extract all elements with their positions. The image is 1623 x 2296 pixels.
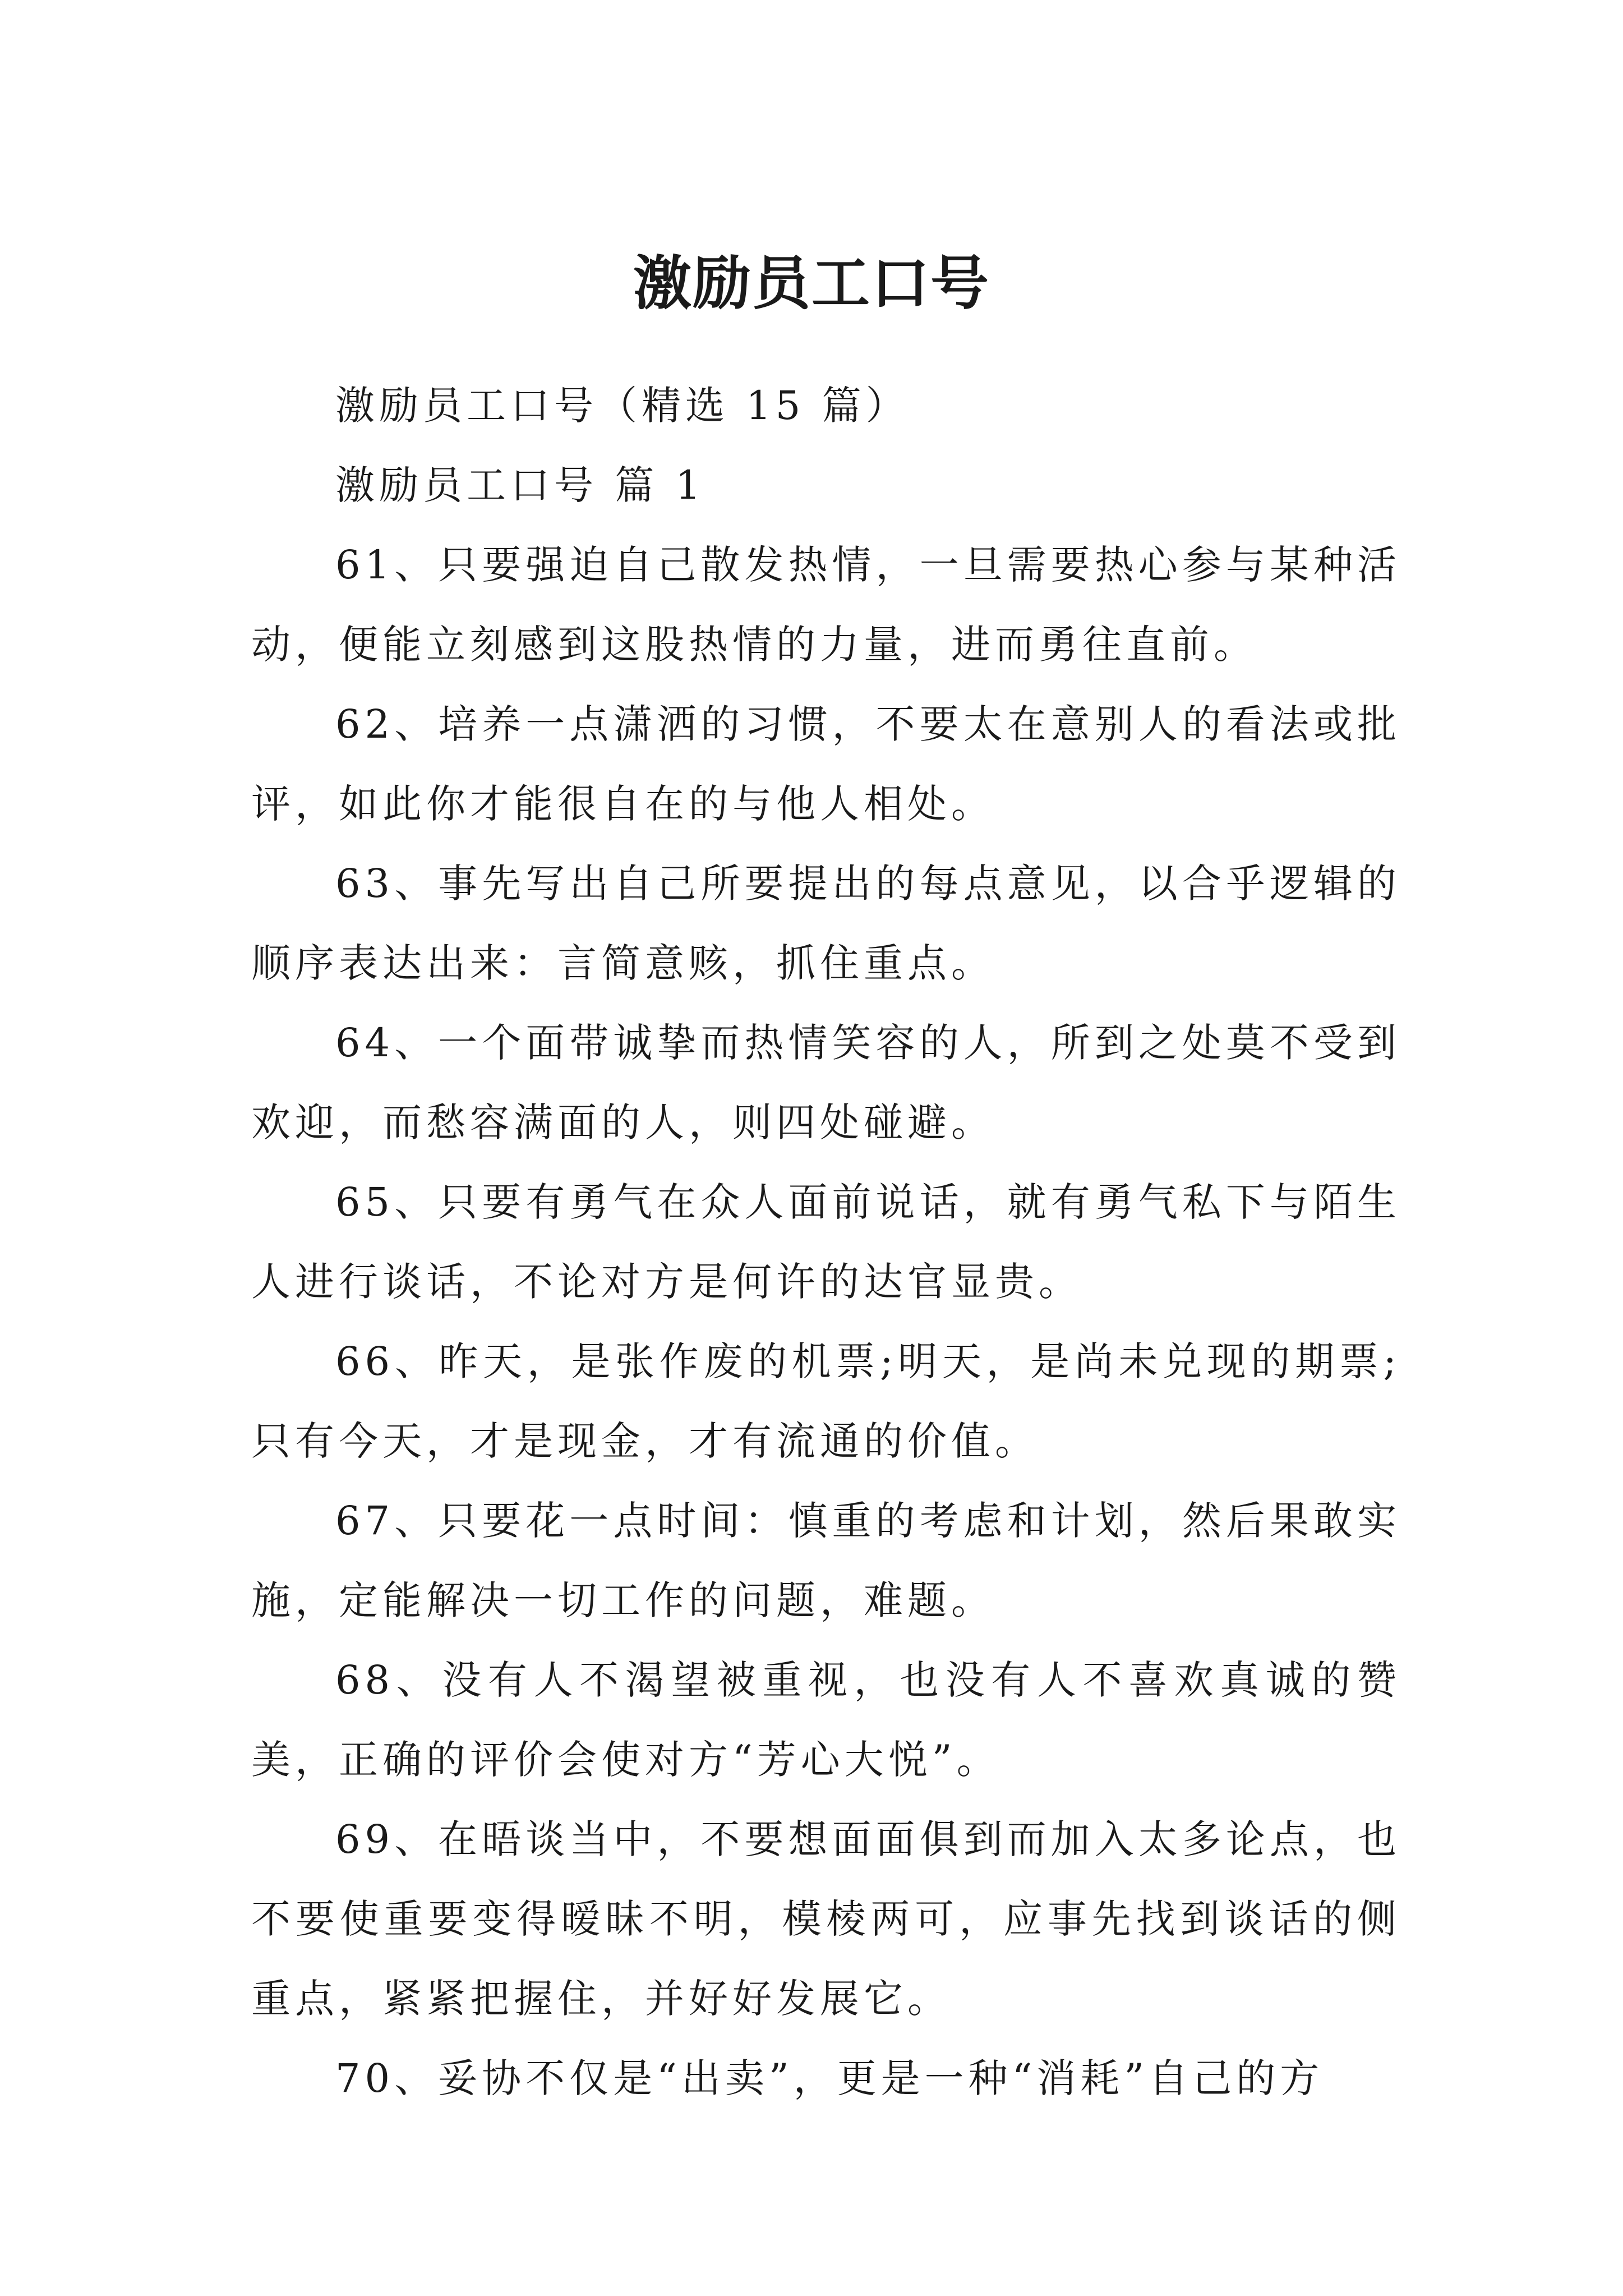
- paragraph-section-heading: 激励员工口号 篇 1: [335, 462, 706, 508]
- paragraph-subtitle: 激励员工口号（精选 15 篇）: [335, 383, 910, 429]
- document-body: [251, 366, 1401, 2118]
- paragraph-slogan-67: 67、只要花一点时间：慎重的考虑和计划，然后果敢实施，定能解决一切工作的问题，难题。: [251, 1498, 1401, 1623]
- paragraph-slogan-69: 69、在晤谈当中，不要想面面俱到而加入太多论点，也不要使重要变得暧昧不明，模棱两可，应事先找到谈话的侧重点，紧紧把握住，并好好发展它。: [251, 1816, 1401, 2022]
- document-title: 激励员工口号: [633, 248, 990, 318]
- paragraph-slogan-63: 63、事先写出自己所要提出的每点意见，以合乎逻辑的顺序表达出来：言简意赅，抓住重点。: [251, 861, 1401, 986]
- paragraph-slogan-61: 61、只要强迫自己散发热情，一旦需要热心参与某种活动，便能立刻感到这股热情的力量，进而勇往直前。: [251, 542, 1401, 668]
- paragraph-slogan-65: 65、只要有勇气在众人面前说话，就有勇气私下与陌生人进行谈话，不论对方是何许的达官显贵。: [251, 1179, 1401, 1305]
- paragraph-slogan-66: 66、昨天，是张作废的机票;明天，是尚未兑现的期票;只有今天，才是现金，才有流通的价值。: [251, 1338, 1401, 1464]
- paragraph-slogan-62: 62、培养一点潇洒的习惯，不要太在意别人的看法或批评，如此你才能很自在的与他人相处。: [251, 701, 1401, 827]
- paragraph-slogan-68: 68、没有人不渴望被重视，也没有人不喜欢真诚的赞美，正确的评价会使对方“芳心大悦”。: [251, 1657, 1401, 1783]
- paragraph-slogan-64: 64、一个面带诚挚而热情笑容的人，所到之处莫不受到欢迎，而愁容满面的人，则四处碰避。: [251, 1020, 1401, 1145]
- paragraph-slogan-70: 70、妥协不仅是“出卖”，更是一种“消耗”自己的方: [335, 2055, 1324, 2101]
